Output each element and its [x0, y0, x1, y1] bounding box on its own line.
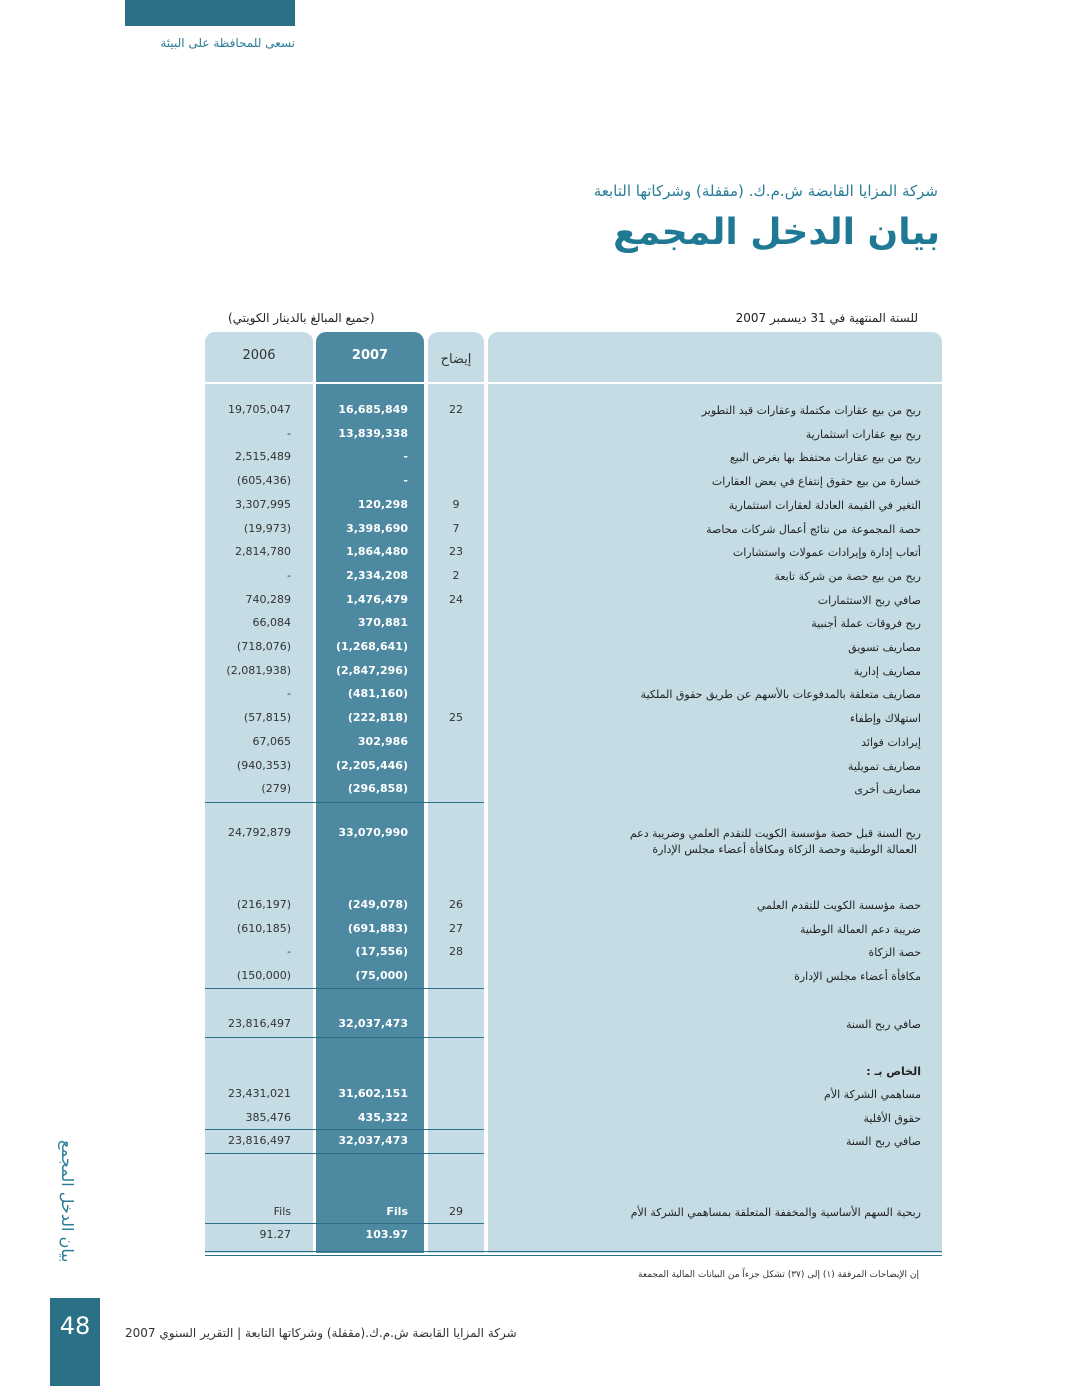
value-2007: 435,322 — [357, 1110, 408, 1124]
table-row — [0, 640, 1065, 660]
value-2006: 23,816,497 — [228, 1017, 291, 1030]
column-header-2006: 2006 — [242, 348, 276, 363]
value-2007: (481,160) — [347, 687, 408, 701]
value-2007: 1,864,480 — [346, 545, 408, 559]
value-2007: (249,078) — [347, 898, 408, 911]
table-row — [0, 1017, 1065, 1037]
note-ref: 2 — [452, 568, 460, 582]
value-2007: (691,883) — [347, 921, 408, 935]
table-row — [0, 1228, 1065, 1248]
value-2006: (940,353) — [236, 758, 291, 772]
unit-2006: Fils — [273, 1205, 291, 1218]
value-2007: 103.97 — [365, 1228, 408, 1241]
value-2006: - — [287, 687, 291, 701]
value-2006: 67,065 — [252, 734, 291, 748]
note-ref: 23 — [449, 545, 463, 559]
value-2006: 66,084 — [252, 616, 291, 630]
value-2007: (296,858) — [347, 782, 408, 796]
value-2006: (279) — [261, 782, 291, 796]
value-2007: (222,818) — [347, 711, 408, 725]
table-row — [0, 616, 1065, 636]
table-row — [0, 450, 1065, 470]
row-description-line1: ربح السنة قبل حصة مؤسسة الكويت للتقدم العلمي وضريبة دعم — [629, 827, 921, 840]
row-description: ربحية السهم الأساسية والمخففة المتعلقة بمساهمي الشركة الأم — [630, 1206, 921, 1219]
row-description: حصة مؤسسة الكويت للتقدم العلمي — [756, 899, 921, 912]
row-description: أتعاب إدارة وإيرادات عمولات واستشارات — [732, 546, 921, 560]
table-row — [0, 403, 1065, 423]
table-row — [0, 545, 1065, 565]
value-2007: 120,298 — [357, 497, 408, 511]
row-description: ربح بيع عقارات استثمارية — [805, 427, 921, 441]
row-description: صافي ربح الاستثمارات — [817, 593, 921, 607]
table-row — [0, 945, 1065, 965]
row-description: مصاريف أخرى — [854, 783, 921, 797]
value-2007: (2,205,446) — [336, 758, 408, 772]
note-ref: 24 — [449, 592, 463, 606]
table-row — [0, 711, 1065, 731]
table-bottom-line — [205, 1251, 942, 1252]
value-2007: 33,070,990 — [338, 826, 408, 839]
table-row — [0, 687, 1065, 707]
row-description: مصاريف تسويق — [848, 641, 921, 654]
row-description: مصاريف تمويلية — [847, 759, 921, 773]
row-description: ربح فروقات عملة أجنبية — [811, 617, 921, 631]
table-row — [0, 1111, 1065, 1131]
table-row — [0, 498, 1065, 518]
value-2007: 1,476,479 — [346, 592, 408, 606]
value-2006: 24,792,879 — [228, 826, 291, 839]
note-ref: 26 — [449, 898, 463, 911]
row-description: استهلاك وإطفاء — [849, 712, 921, 726]
column-header-note: إيضاح — [440, 352, 472, 367]
row-description: خسارة من بيع حقوق إنتفاع في بعض العقارات — [711, 475, 921, 489]
row-description: حصة الزكاة — [868, 946, 921, 960]
table-row — [0, 782, 1065, 802]
value-2007: (17,556) — [355, 945, 408, 959]
side-title — [58, 1140, 88, 1290]
table-bottom-line — [205, 1255, 942, 1256]
value-2006: - — [287, 426, 291, 440]
value-2006: 91.27 — [259, 1228, 291, 1241]
value-2006: (216,197) — [236, 898, 291, 911]
divider-line — [205, 1037, 484, 1038]
row-description: ربح من بيع عقارات محتفظ بها بغرض البيع — [729, 451, 921, 465]
value-2006: (718,076) — [236, 640, 291, 653]
value-2007: 16,685,849 — [338, 403, 408, 416]
value-2007: - — [403, 474, 408, 488]
row-description: إيرادات فوائد — [861, 735, 921, 749]
table-row — [0, 826, 1065, 856]
header-divider — [205, 382, 942, 384]
row-description-line2: العمالة الوطنية وحصة الزكاة ومكافأة أعضاء مجلس الإدارة — [652, 843, 917, 856]
value-2007: 13,839,338 — [338, 426, 408, 440]
row-description: ربح من بيع حصة من شركة تابعة — [774, 569, 921, 583]
side-title-text: بيان الدخل المجمع — [58, 1140, 77, 1263]
table-row — [0, 1134, 1065, 1154]
value-2007: (2,847,296) — [336, 663, 408, 677]
note-ref: 27 — [449, 921, 463, 935]
row-description: ربح من بيع عقارات مكتملة وعقارات قيد التطوير — [701, 404, 921, 417]
value-2007: 302,986 — [357, 734, 408, 748]
value-2006: (19,973) — [243, 521, 291, 535]
page-title: بيان الدخل المجمع — [613, 212, 940, 253]
row-description — [481, 826, 921, 858]
note-ref: 22 — [449, 403, 463, 416]
row-description: صافي ربح السنة — [845, 1018, 921, 1031]
value-2007: 2,334,208 — [346, 568, 408, 582]
row-description: مكافأة أعضاء مجلس الإدارة — [794, 970, 921, 984]
value-2007: (75,000) — [355, 969, 408, 983]
top-accent-bar — [125, 0, 295, 26]
table-row — [0, 1205, 1065, 1225]
row-description: التغير في القيمة العادلة لعقارات استثمارية — [728, 498, 921, 512]
row-description: حقوق الأقلية — [863, 1111, 921, 1125]
footer-report-line: شركة المزايا القابضة ش.م.ك.(مقفلة) وشركاتها التابعة | التقرير السنوي 2007 — [125, 1326, 517, 1340]
row-description: مساهمي الشركة الأم — [824, 1088, 921, 1101]
value-2006: - — [287, 945, 291, 959]
value-2007: 31,602,151 — [338, 1087, 408, 1100]
value-2007: - — [403, 450, 408, 464]
table-row — [0, 593, 1065, 613]
note-ref: 9 — [452, 497, 460, 511]
attributable-heading: الخاص بـ : — [866, 1065, 921, 1078]
note-ref: 25 — [449, 711, 463, 725]
value-2006: 2,515,489 — [235, 450, 291, 464]
value-2006: - — [287, 568, 291, 582]
value-2007: 32,037,473 — [338, 1017, 408, 1030]
note-ref: 29 — [449, 1205, 463, 1218]
row-description: ضريبة دعم العمالة الوطنية — [799, 922, 921, 936]
value-2007: 370,881 — [357, 616, 408, 630]
row-description: مصاريف إدارية — [853, 664, 921, 678]
table-row — [0, 1087, 1065, 1107]
value-2006: (605,436) — [236, 474, 291, 488]
table-row — [0, 759, 1065, 779]
table-row — [0, 969, 1065, 989]
value-2006: (150,000) — [236, 969, 291, 983]
footnote: إن الإيضاحات المرفقة (١) إلى (٣٧) تشكل جزءاً من البيانات المالية المجمعة — [638, 1270, 919, 1280]
note-ref: 7 — [452, 521, 460, 535]
value-2006: (2,081,938) — [226, 663, 291, 677]
page-number: 48 — [59, 1312, 91, 1340]
table-row — [0, 522, 1065, 542]
currency-note: (جميع المبالغ بالدينار الكويتي) — [228, 311, 375, 325]
table-row — [0, 922, 1065, 942]
note-ref: 28 — [449, 945, 463, 959]
value-2006: (57,815) — [243, 711, 291, 725]
value-2006: 23,431,021 — [228, 1087, 291, 1100]
value-2006: 19,705,047 — [228, 403, 291, 416]
table-row — [0, 569, 1065, 589]
value-2006: 385,476 — [245, 1110, 291, 1124]
value-2007: (1,268,641) — [336, 640, 408, 653]
table-row — [0, 735, 1065, 755]
value-2007: 3,398,690 — [346, 521, 408, 535]
company-title: شركة المزايا القابضة ش.م.ك. (مقفلة) وشركاتها التابعة — [593, 182, 938, 200]
row-description: حصة المجموعة من نتائج أعمال شركات محاصة — [706, 522, 921, 536]
table-row — [0, 898, 1065, 918]
row-description: صافي ربح السنة — [845, 1135, 921, 1148]
value-2006: (610,185) — [236, 921, 291, 935]
value-2006: 23,816,497 — [228, 1134, 291, 1147]
table-row — [0, 664, 1065, 684]
period-note: للسنة المنتهية في 31 ديسمبر 2007 — [735, 311, 918, 325]
value-2006: 2,814,780 — [235, 545, 291, 559]
slogan: نسعى للمحافظة على البيئة — [160, 36, 295, 50]
column-header-2007: 2007 — [351, 348, 389, 363]
row-description: مصاريف متعلقة بالمدفوعات بالأسهم عن طريق حقوق الملكية — [640, 688, 921, 702]
value-2006: 3,307,995 — [235, 497, 291, 511]
value-2007: 32,037,473 — [338, 1134, 408, 1147]
value-2006: 740,289 — [245, 592, 291, 606]
attributable-heading-row — [0, 1064, 1065, 1084]
table-row — [0, 427, 1065, 447]
table-row — [0, 474, 1065, 494]
unit-2007: Fils — [386, 1205, 408, 1218]
